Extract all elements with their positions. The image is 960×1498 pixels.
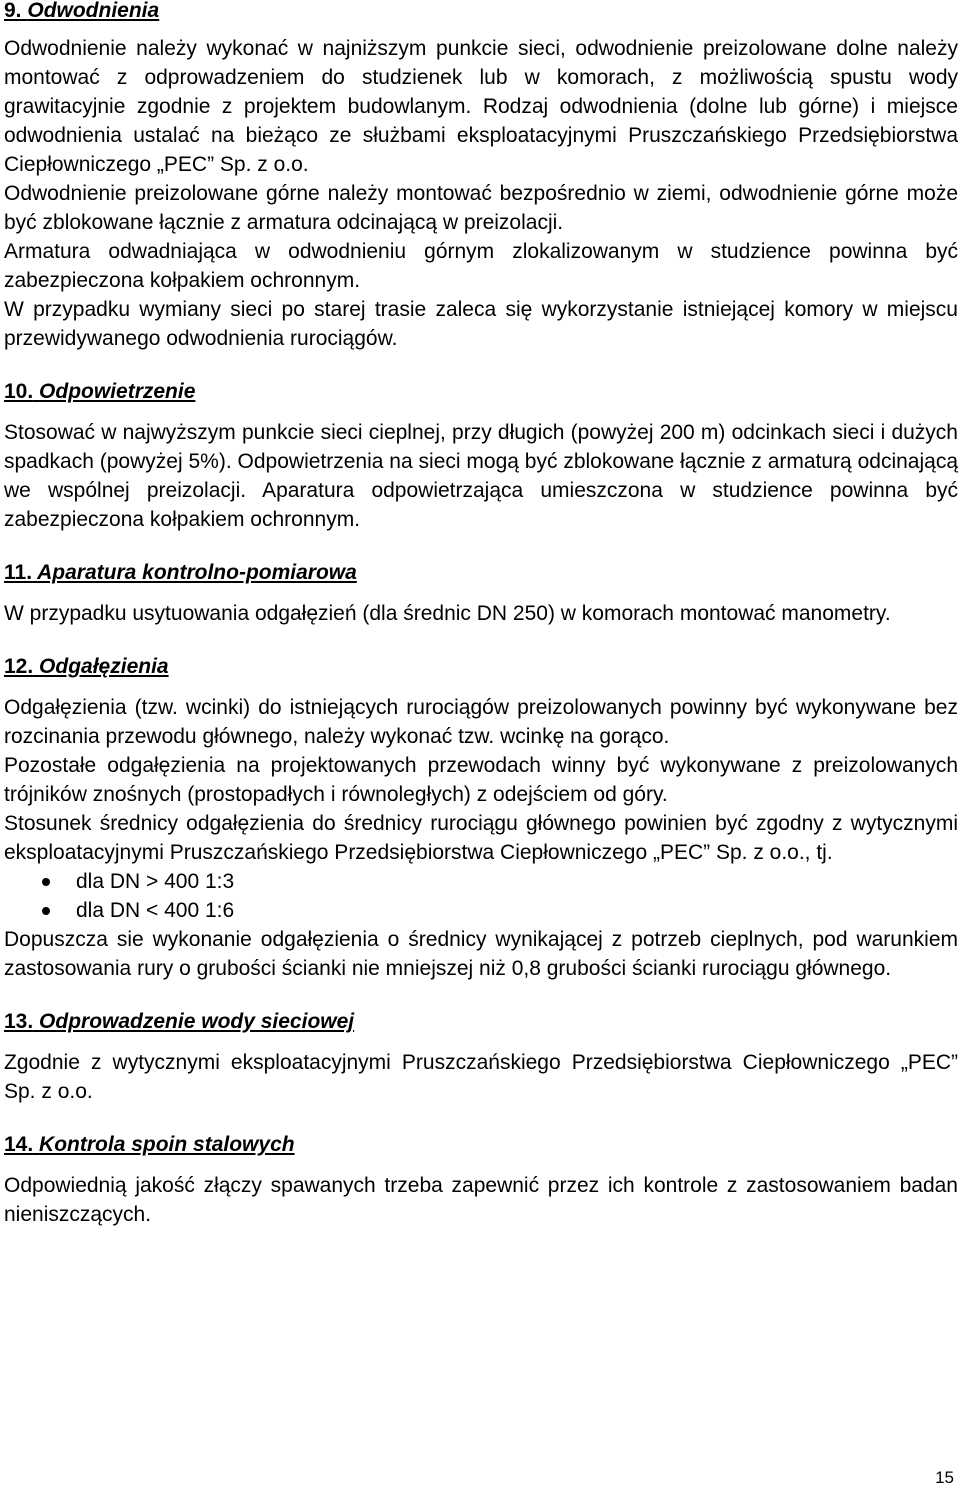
section-title: Odgałęzienia <box>39 655 169 678</box>
list-item <box>4 896 958 925</box>
section-heading-11 <box>4 559 958 587</box>
section-title: Odwodnienia <box>27 0 160 22</box>
paragraph: Stosunek średnicy odgałęzienia do średnicy rurociągu głównego powinien być zgodny z wytycznymi eksploatacyjnymi Pruszczańskiego Przedsiębiorstwa Ciepłowniczego „PEC” Sp. z o.o., tj. <box>4 812 958 864</box>
paragraph: Zgodnie z wytycznymi eksploatacyjnymi Pruszczańskiego Przedsiębiorstwa Ciepłowniczego „PEC” Sp. z o.o. <box>4 1051 958 1103</box>
paragraph: W przypadku usytuowania odgałęzień (dla średnic DN 250) w komorach montować manometry. <box>4 602 891 625</box>
bullet-icon <box>42 907 50 915</box>
section-heading-14 <box>4 1131 958 1159</box>
section-title: Aparatura kontrolno-pomiarowa <box>37 561 357 584</box>
section-number: 10. <box>4 380 34 403</box>
document-page <box>4 0 958 1229</box>
paragraph: W przypadku wymiany sieci po starej trasie zaleca się wykorzystanie istniejącej komory w miejscu przewidywanego odwodnienia rurociągów. <box>4 298 958 350</box>
paragraph: Odwodnienie preizolowane górne należy montować bezpośrednio w ziemi, odwodnienie górne może być zblokowane łącznie z armatura odcinającą w preizolacji. <box>4 182 958 234</box>
bullet-list <box>4 867 958 925</box>
section-title: Odprowadzenie wody sieciowej <box>39 1010 355 1033</box>
section-title: Kontrola spoin stalowych <box>39 1133 295 1156</box>
section-number: 11. <box>4 561 33 584</box>
list-item-text: dla DN < 400 1:6 <box>76 899 235 922</box>
paragraph: Armatura odwadniająca w odwodnieniu górnym zlokalizowanym w studzience powinna być zabezpieczona kołpakiem ochronnym. <box>4 240 958 292</box>
paragraph: Odpowiednią jakość złączy spawanych trzeba zapewnić przez ich kontrole z zastosowaniem badan nieniszczących. <box>4 1174 958 1226</box>
bullet-icon <box>42 878 50 886</box>
section-heading-13 <box>4 1008 958 1036</box>
paragraph: Odwodnienie należy wykonać w najniższym punkcie sieci, odwodnienie preizolowane dolne należy montować z odprowadzeniem do studzienek lub w komorach, z możliwością spustu wody grawitacyjnie zgodnie z projektem budowlanym. Rodzaj odwodnienia (dolne lub górne) i miejsce odwodnienia ustalać na bieżąco ze służbami eksploatacyjnymi Pruszczańskiego Przedsiębiorstwa Ciepłowniczego „PEC” Sp. z o.o. <box>4 37 958 176</box>
section-number: 12. <box>4 655 34 678</box>
paragraph: Stosować w najwyższym punkcie sieci cieplnej, przy długich (powyżej 200 m) odcinkach sieci i dużych spadkach (powyżej 5%). Odpowietrzenia na sieci mogą być zblokowane łącznie z armaturą odcinającą we wspólnej preizolacji. Aparatura odpowietrzająca umieszczona w studzience powinna być zabezpieczona kołpakiem ochronnym. <box>4 421 958 531</box>
list-item-text: dla DN > 400 1:3 <box>76 870 235 893</box>
section-heading-12 <box>4 653 958 681</box>
section-heading-10 <box>4 378 958 406</box>
section-heading-9 <box>4 0 958 25</box>
paragraph: Pozostałe odgałęzienia na projektowanych przewodach winny być wykonywane z preizolowanych trójników znośnych (prostopadłych i równoległych) z odejściem od góry. <box>4 754 958 806</box>
page-number: 15 <box>935 1468 954 1487</box>
section-number: 14. <box>4 1133 34 1156</box>
section-number: 13. <box>4 1010 34 1033</box>
list-item <box>4 867 958 896</box>
paragraph: Odgałęzienia (tzw. wcinki) do istniejących rurociągów preizolowanych powinny być wykonywane bez rozcinania przewodu głównego, należy wykonać tzw. wcinkę na gorąco. <box>4 696 958 748</box>
section-title: Odpowietrzenie <box>39 380 196 403</box>
paragraph: Dopuszcza sie wykonanie odgałęzienia o średnicy wynikającej z potrzeb cieplnych, pod warunkiem zastosowania rury o grubości ścianki nie mniejszej niż 0,8 grubości ścianki rurociągu głównego. <box>4 928 958 980</box>
section-number: 9. <box>4 0 22 22</box>
